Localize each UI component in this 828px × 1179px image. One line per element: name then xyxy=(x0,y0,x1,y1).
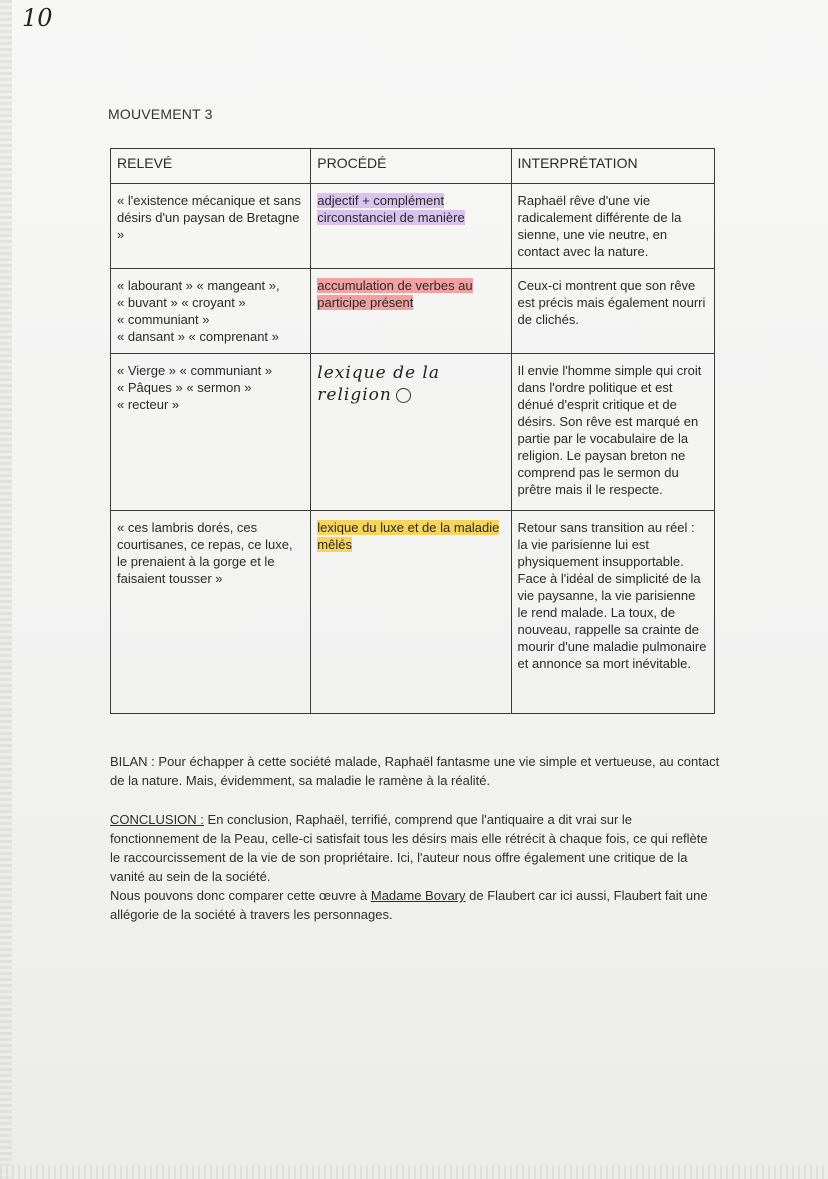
quote-line: « communiant » xyxy=(117,312,210,327)
section-heading: MOUVEMENT 3 xyxy=(108,106,213,122)
interpretation-text: Retour sans transition au réel : la vie parisienne lui est physiquement insupportable. Face à l'idéal de simplicité de la vie paysanne, la vie parisienne le rend malade. La toux, de nouveau, rappelle sa crainte de mourir d'une maladie pulmonaire et annonce sa mort inévitable. xyxy=(517,520,707,671)
table-row xyxy=(111,269,715,354)
interpretation-cell xyxy=(511,269,714,354)
quote-line: « labourant » « mangeant », xyxy=(117,278,280,293)
handwritten-line: religion xyxy=(317,385,392,405)
handwritten-line-wrap xyxy=(317,384,504,406)
interpretation-cell xyxy=(511,184,714,269)
releve-cell xyxy=(111,354,311,511)
table-header-row xyxy=(111,149,715,184)
header-interpretation: INTERPRÉTATION xyxy=(511,149,714,184)
binder-edge xyxy=(0,0,12,1179)
handwritten-page-number: 10 xyxy=(22,4,53,32)
interpretation-cell xyxy=(511,511,714,714)
interpretation-text: Il envie l'homme simple qui croit dans l'ordre politique et est dénué d'esprit critique et de désirs. Son rêve est marqué en partie par le vocabulaire de la religion. Le paysan breton ne comprend pas le sermon du prêtre mais il le respecte. xyxy=(517,363,702,497)
interpretation-cell xyxy=(511,354,714,511)
quote-line: « Vierge » « communiant » xyxy=(117,363,273,378)
highlighted-procede: lexique du luxe et de la maladie mêlés xyxy=(317,520,500,552)
procede-cell xyxy=(311,269,511,354)
procede-cell xyxy=(311,511,511,714)
handwritten-line: lexique de la xyxy=(317,363,441,383)
table-row xyxy=(111,184,715,269)
highlighted-procede: accumulation de verbes au participe présent xyxy=(317,278,473,310)
circle-mark-icon xyxy=(396,388,411,403)
table-row xyxy=(111,354,715,511)
conclusion-label: CONCLUSION : xyxy=(110,812,204,827)
table-row xyxy=(111,511,715,714)
analysis-table xyxy=(110,148,715,714)
header-procede: PROCÉDÉ xyxy=(311,149,511,184)
conclusion-paragraph xyxy=(110,810,720,924)
comparison-text-start: Nous pouvons donc comparer cette œuvre à xyxy=(110,888,371,903)
bilan-paragraph: BILAN : Pour échapper à cette société malade, Raphaël fantasme une vie simple et vertueuse, au contact de la nature. Mais, évidemment, sa maladie le ramène à la réalité. xyxy=(110,754,720,788)
quote-line: « Pâques » « sermon » xyxy=(117,380,252,395)
quote-line: « dansant » « comprenant » xyxy=(117,329,279,344)
quote-line: « buvant » « croyant » xyxy=(117,295,246,310)
header-releve: RELEVÉ xyxy=(111,149,311,184)
quote-line: « recteur » xyxy=(117,397,180,412)
highlighted-procede: adjectif + complément circonstanciel de manière xyxy=(317,193,465,225)
releve-cell xyxy=(111,184,311,269)
quote-text: « ces lambris dorés, ces courtisanes, ce repas, ce luxe, le prenaient à la gorge et le faisaient tousser » xyxy=(117,520,293,586)
quote-text: « l'existence mécanique et sans désirs d'un paysan de Bretagne » xyxy=(117,193,301,242)
procede-cell xyxy=(311,184,511,269)
releve-cell xyxy=(111,269,311,354)
conclusion-text: En conclusion, Raphaël, terrifié, comprend que l'antiquaire a dit vrai sur le fonctionnement de la Peau, celle-ci satisfait tous les désirs mais elle rétrécit à chaque fois, ce qui reflète le raccourcissement de la vie de son propriétaire. Ici, l'auteur nous offre également une critique de la vanité au sein de la société. xyxy=(110,812,708,884)
interpretation-text: Ceux-ci montrent que son rêve est précis mais également nourri de clichés. xyxy=(517,278,706,327)
procede-cell xyxy=(311,354,511,511)
comparison-text-end: de Flaubert car ici aussi, Flaubert fait une allégorie de la société à travers les personnages. xyxy=(110,888,708,922)
interpretation-text: Raphaël rêve d'une vie radicalement différente de la sienne, une vie neutre, en contact avec la nature. xyxy=(517,193,682,259)
book-title: Madame Bovary xyxy=(370,888,466,903)
sleeve-edge xyxy=(0,1165,828,1179)
releve-cell xyxy=(111,511,311,714)
